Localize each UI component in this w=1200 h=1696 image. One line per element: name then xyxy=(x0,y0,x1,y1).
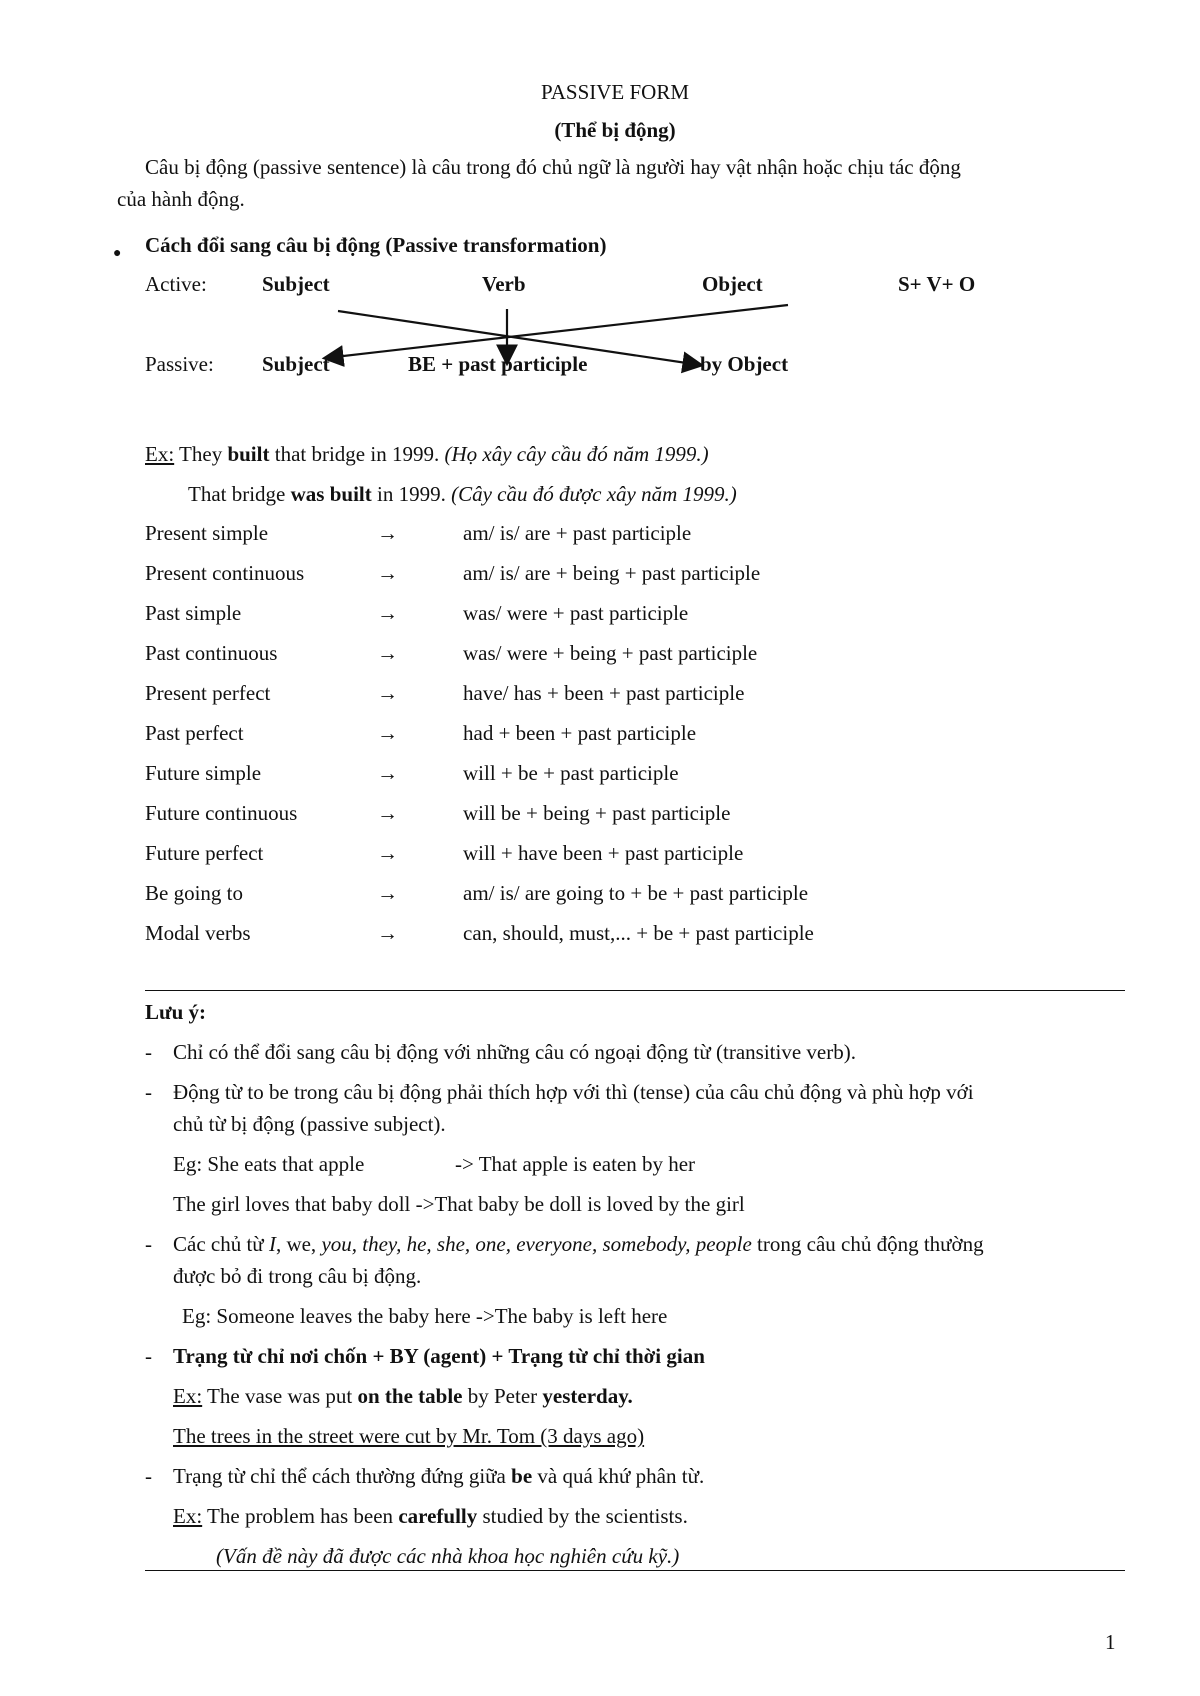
note-1: Chỉ có thể đổi sang câu bị động với những câu có ngoại động từ (transitive verb). xyxy=(173,1040,856,1064)
note-5-example: Ex: The problem has been carefully studied by the scientists. xyxy=(173,1504,688,1528)
note-2-line-2: chủ từ bị động (passive subject). xyxy=(173,1112,446,1136)
passive-be-participle: BE + past participle xyxy=(408,352,588,376)
note-dash: - xyxy=(145,1232,152,1256)
ex-label: Ex: xyxy=(145,442,175,466)
note-3-line-1: Các chủ từ I, we, you, they, he, she, one, everyone, somebody, people trong câu chủ động thường xyxy=(173,1232,984,1256)
arrow-icon: → xyxy=(377,761,398,785)
note-4-example-1: Ex: The vase was put on the table by Peter yesterday. xyxy=(173,1384,633,1408)
example-line-2: That bridge was built in 1999. (Cây cầu đó được xây năm 1999.) xyxy=(188,482,737,506)
arrow-icon: → xyxy=(377,601,398,625)
arrow-icon: → xyxy=(377,881,398,905)
note-3-example: Eg: Someone leaves the baby here ->The baby is left here xyxy=(182,1304,668,1328)
page-subtitle: (Thể bị động) xyxy=(554,118,676,142)
note-dash: - xyxy=(145,1080,152,1104)
arrow-icon: → xyxy=(377,521,398,545)
note-2-example-2: The girl loves that baby doll ->That baby be doll is loved by the girl xyxy=(173,1192,745,1216)
note-4: Trạng từ chỉ nơi chốn + BY (agent) + Trạng từ chỉ thời gian xyxy=(173,1344,705,1368)
arrow-icon: → xyxy=(377,641,398,665)
intro-line-1: Câu bị động (passive sentence) là câu trong đó chủ ngữ là người hay vật nhận hoặc chịu tác động xyxy=(145,155,961,179)
active-object: Object xyxy=(702,272,763,296)
note-5: Trạng từ chỉ thể cách thường đứng giữa be và quá khứ phân từ. xyxy=(173,1464,705,1488)
notes-heading: Lưu ý: xyxy=(145,1000,207,1024)
arrow-subject-to-object xyxy=(338,311,700,365)
intro-line-2: của hành động. xyxy=(117,187,245,211)
arrow-icon: → xyxy=(377,841,398,865)
passive-label: Passive: xyxy=(145,352,214,376)
page-title: PASSIVE FORM xyxy=(540,80,690,104)
example-line-1: Ex: They built that bridge in 1999. (Họ xây cây cầu đó năm 1999.) xyxy=(145,442,709,466)
active-verb: Verb xyxy=(482,272,526,296)
bullet-icon: ● xyxy=(113,246,122,261)
active-subject: Subject xyxy=(262,272,330,296)
passive-by-object: by Object xyxy=(700,352,789,376)
section-heading: Cách đổi sang câu bị động (Passive transformation) xyxy=(145,233,607,257)
note-5-translation: (Vấn đề này đã được các nhà khoa học nghiên cứu kỹ.) xyxy=(216,1544,680,1568)
note-dash: - xyxy=(145,1040,152,1064)
note-4-example-2: The trees in the street were cut by Mr. Tom (3 days ago) xyxy=(173,1424,645,1448)
active-formula: S+ V+ O xyxy=(898,272,976,296)
note-dash: - xyxy=(145,1464,152,1488)
page-number: 1 xyxy=(1105,1630,1116,1654)
note-2-example-1b: -> That apple is eaten by her xyxy=(455,1152,696,1176)
arrow-icon: → xyxy=(377,921,398,945)
divider-bottom xyxy=(145,1570,1125,1571)
arrow-icon: → xyxy=(377,721,398,745)
note-2-line-1: Động từ to be trong câu bị động phải thích hợp với thì (tense) của câu chủ động và phù hợp với xyxy=(173,1080,974,1104)
transformation-arrows xyxy=(0,0,1200,400)
note-2-example-1a: Eg: She eats that apple xyxy=(173,1152,365,1176)
arrow-icon: → xyxy=(377,561,398,585)
active-label: Active: xyxy=(145,272,207,296)
note-dash: - xyxy=(145,1344,152,1368)
arrow-object-to-subject xyxy=(326,305,788,358)
document-page: PASSIVE FORM (Thể bị động) Câu bị động (passive sentence) là câu trong đó chủ ngữ là người hay vật nhận hoặc chịu tác động của hành động. ● Cách đổi sang câu bị động (Passive transformation) Active: Subject Verb Object S+ V+ O Passive: Subject BE + past participle by Object Ex: They built that bridge in 1999. (Họ xây cây cầu đó năm 1999.) That bridge was built in 1999. (Cây cầu đó được xây năm 1999.) Present simple → am/ is/ are + past participle Present continuous → am/ is/ are + being + past participle Past simple → was/ were + past participle Past continuous → was/ were + being + past participle Present perfect → have/ has + been + past participle Past perfect → had + been + past participle Future simple → will + be + past participle Future continuous → will be + being + past participle Future perfect → will + have been + past participle Be going to → am/ is/ are going to + be + past participle Modal verbs → can, should, must,... + be + past participle Lưu ý: - Chỉ có thể đổi sang câu bị động với những câu có ngoại động từ (transitive verb). - Động từ to be trong câu bị động phải thích hợp với thì (tense) của câu chủ động và phù hợp với chủ từ bị động (passive subject). Eg: She eats that apple -> That apple is eaten by her The girl loves that baby doll ->That baby be doll is loved by the girl - Các chủ từ I, we, you, they, he, she, one, everyone, somebody, people trong câu chủ động thường được bỏ đi trong câu bị động. Eg: Someone leaves the baby here ->The baby is left here - Trạng từ chỉ nơi chốn + BY (agent) + Trạng từ chỉ thời gian Ex: The vase was put on the table by Peter yesterday. The trees in the street were cut by Mr. Tom (3 days ago) - Trạng từ chỉ thể cách thường đứng giữa be và quá khứ phân từ. Ex: The problem has been carefully studied by the scientists. (Vấn đề này đã được các nhà khoa học nghiên cứu kỹ.) 1 xyxy=(0,0,1200,1696)
arrow-icon: → xyxy=(377,681,398,705)
divider-top xyxy=(145,990,1125,991)
arrow-icon: → xyxy=(377,801,398,825)
passive-subject: Subject xyxy=(262,352,330,376)
note-3-line-2: được bỏ đi trong câu bị động. xyxy=(173,1264,422,1288)
